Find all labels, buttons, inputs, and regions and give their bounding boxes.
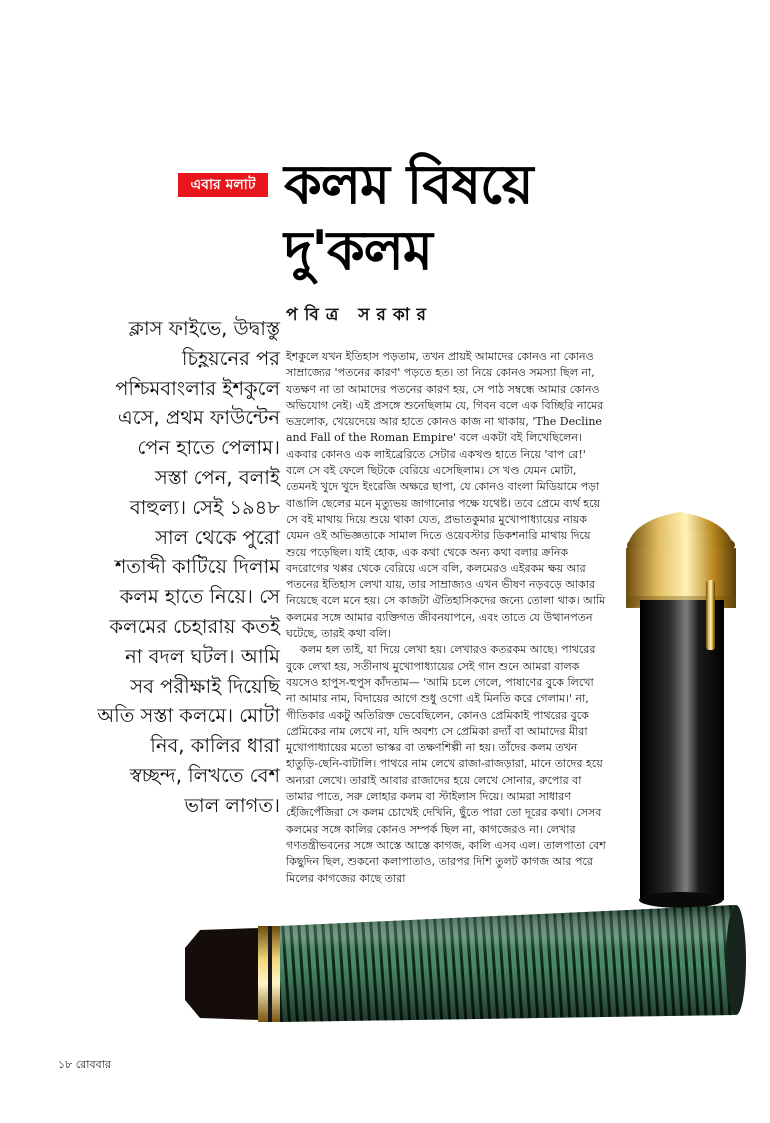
pull-quote	[58, 314, 280, 821]
article-title	[284, 152, 533, 284]
pull-quote-line: স্বচ্ছন্দ, লিখতে বেশ	[129, 763, 280, 787]
author-byline: পবিত্র সরকার	[286, 305, 434, 325]
pull-quote-line: সস্তা পেন, বলাই	[154, 465, 280, 489]
pull-quote-line: চিহ্ণয়নের পর	[181, 346, 280, 370]
pull-quote-line: অতি সস্তা কলমে। মোটা	[97, 704, 280, 728]
section-tag: এবার মলাট	[178, 173, 268, 197]
pull-quote-line: শতাব্দী কাটিয়ে দিলাম	[114, 555, 280, 579]
pull-quote-line: সব পরীক্ষাই দিয়েছি	[130, 674, 280, 698]
title-line: কলম বিষয়ে	[284, 153, 533, 216]
paragraph: কলম হল তাই, যা দিয়ে লেখা হয়। লেখারও কতরকম আছে। পাথরের বুকে লেখা হয়, সতীনাথ মুখোপাধ্যায়ের সেই গান শুনে আমরা বালক বয়সেও হাপুস-হুপুস কাঁদতাম— 'আমি চলে গেলে, পাষাণের বুকে লিখো না আমার নাম, বিদায়ের আগে শুধু ওগো এই মিনতি করে গেলাম।' না, গীতিকার একটু অতিরিক্ত ভেবেছিলেন, কোনও প্রেমিকাই পাথরের বুকে প্রেমিকের নাম লেখে না, যদি অবশ্য সে প্রেমিকা রদ্যাঁ বা আমাদের মীরা মুখোপাধ্যায়ের মতো ভাস্কর বা তক্ষণশিল্পী না হয়। তাঁদের কলম তখন হাতুড়ি-ছেনি-বাটালি। পাথরে নাম লেখে রাজা-রাজড়ারা, মানে তাদের হয়ে অন্যরা লেখে। তারাই আবার রাজাদের হয়ে লেখে সোনার, রুপোর বা তামার পাতে, সরু লোহার কলম বা স্টাইলাস দিয়ে। আমরা সাধারণ হেঁজিপেঁজিরা সে কলম চোখেই দেখিনি, ছুঁতে পারা তো দূরের কথা। সেসব কলমের সঙ্গে কালির কোনও সম্পর্ক ছিল না, কাগজেরও না। লেখার গণতন্ত্রীভবনের সঙ্গে আস্তে আস্তে কাগজ, কালি এসব এল। তালপাতা বেশ কিছুদিন ছিল, শুকনো কলাপাতাও, তারপর দিশি তুলট কাগজ আর পরে মিলের কাগজের কাছে তারা	[286, 643, 606, 885]
pull-quote-line: ক্লাস ফাইভে, উদ্বাস্তু	[128, 317, 280, 340]
pull-quote-line: পশ্চিমবাংলার ইশকুলে	[115, 376, 280, 400]
pull-quote-line: নিব, কালির ধারা	[150, 734, 280, 758]
pull-quote-line: না বদল ঘটল। আমি	[125, 644, 280, 668]
pull-quote-line: বাহুল্য। সেই ১৯৪৮	[129, 495, 280, 519]
pull-quote-line: কলম হাতে নিয়ে। সে	[119, 585, 280, 609]
pull-quote-line: সাল থেকে পুরো	[155, 525, 280, 549]
title-line: দু'কলম	[284, 219, 432, 282]
page-folio: ১৮ রোববার	[58, 1058, 111, 1071]
pull-quote-line: এসে, প্রথম ফাউন্টেন	[117, 406, 280, 430]
pull-quote-line: পেন হাতে পেলাম।	[137, 436, 280, 460]
paragraph: ইশকুলে যখন ইতিহাস পড়তাম, তখন প্রায়ই আমাদের কোনও না কোনও সাম্রাজ্যের 'পতনের কারণ' পড়তে হত। তা নিয়ে কোনও সমস্যা ছিল না, যতক্ষণ না তা আমাদের পতনের কারণ হয়, সে পাঠ সম্বন্ধে আমার কোনও অভিযোগ নেই। এই প্রসঙ্গে শুনেছিলাম যে, গিবন বলে এক বিচ্ছিরি নামের ভদ্রলোক, খেয়েদেয়ে আর হাতে কোনও কাজ না থাকায়, 'The Decline and Fall of the Roman Empire' বলে একটা বই লিখেছিলেন। একবার কোনও এক লাইব্রেরিতে সেটার একখণ্ড হাতে নিয়ে 'বাপ রে!' বলে সে বই ফেলে ছিটকে বেরিয়ে এসেছিলাম। সে খণ্ড যেমন মোটা, তেমনই খুদে খুদে ইংরেজি অক্ষরে ছাপা, যে কোনও বাংলা মিডিয়ামে পড়া বাঙালি ছেলের মনে মৃত্যুভয় জাগানোর পক্ষে যথেষ্ট। তবে প্রেমে ব্যর্থ হয়ে সে বই মাথায় দিয়ে শুয়ে থাকা যেত, প্রভাতকুমার মুখোপাধ্যায়ের নায়ক যেমন ওই অভিজ্ঞতাকে সামাল দিতে ওয়েবস্টার ডিকশনারি মাথায় দিয়ে শুয়ে পড়েছিল। যাই হোক, এক কথা থেকে অন্য কথা বলার ক্রনিক বদরোগের খপ্পর থেকে বেরিয়ে এসে বলি, কলমেরও এইরকম ক্ষয় আর পতনের ইতিহাস লেখা যায়, তার সাম্রাজ্যও এখন ভীষণ নড়বড়ে আকার নিয়েছে বলে মনে হয়। সে কাজটা ঐতিহাসিকদের জন্যে তোলা থাক। আমি কলমের সঙ্গে আমার ব্যক্তিগত জীবনযাপনে, এবং তাতে যে উত্থানপতন ঘটেছে, তারই কথা বলি।	[286, 350, 606, 641]
pull-quote-line: কলমের চেহারায় কতই	[109, 614, 280, 638]
pull-quote-line: ভাল লাগত।	[184, 793, 280, 817]
article-body	[286, 349, 606, 887]
